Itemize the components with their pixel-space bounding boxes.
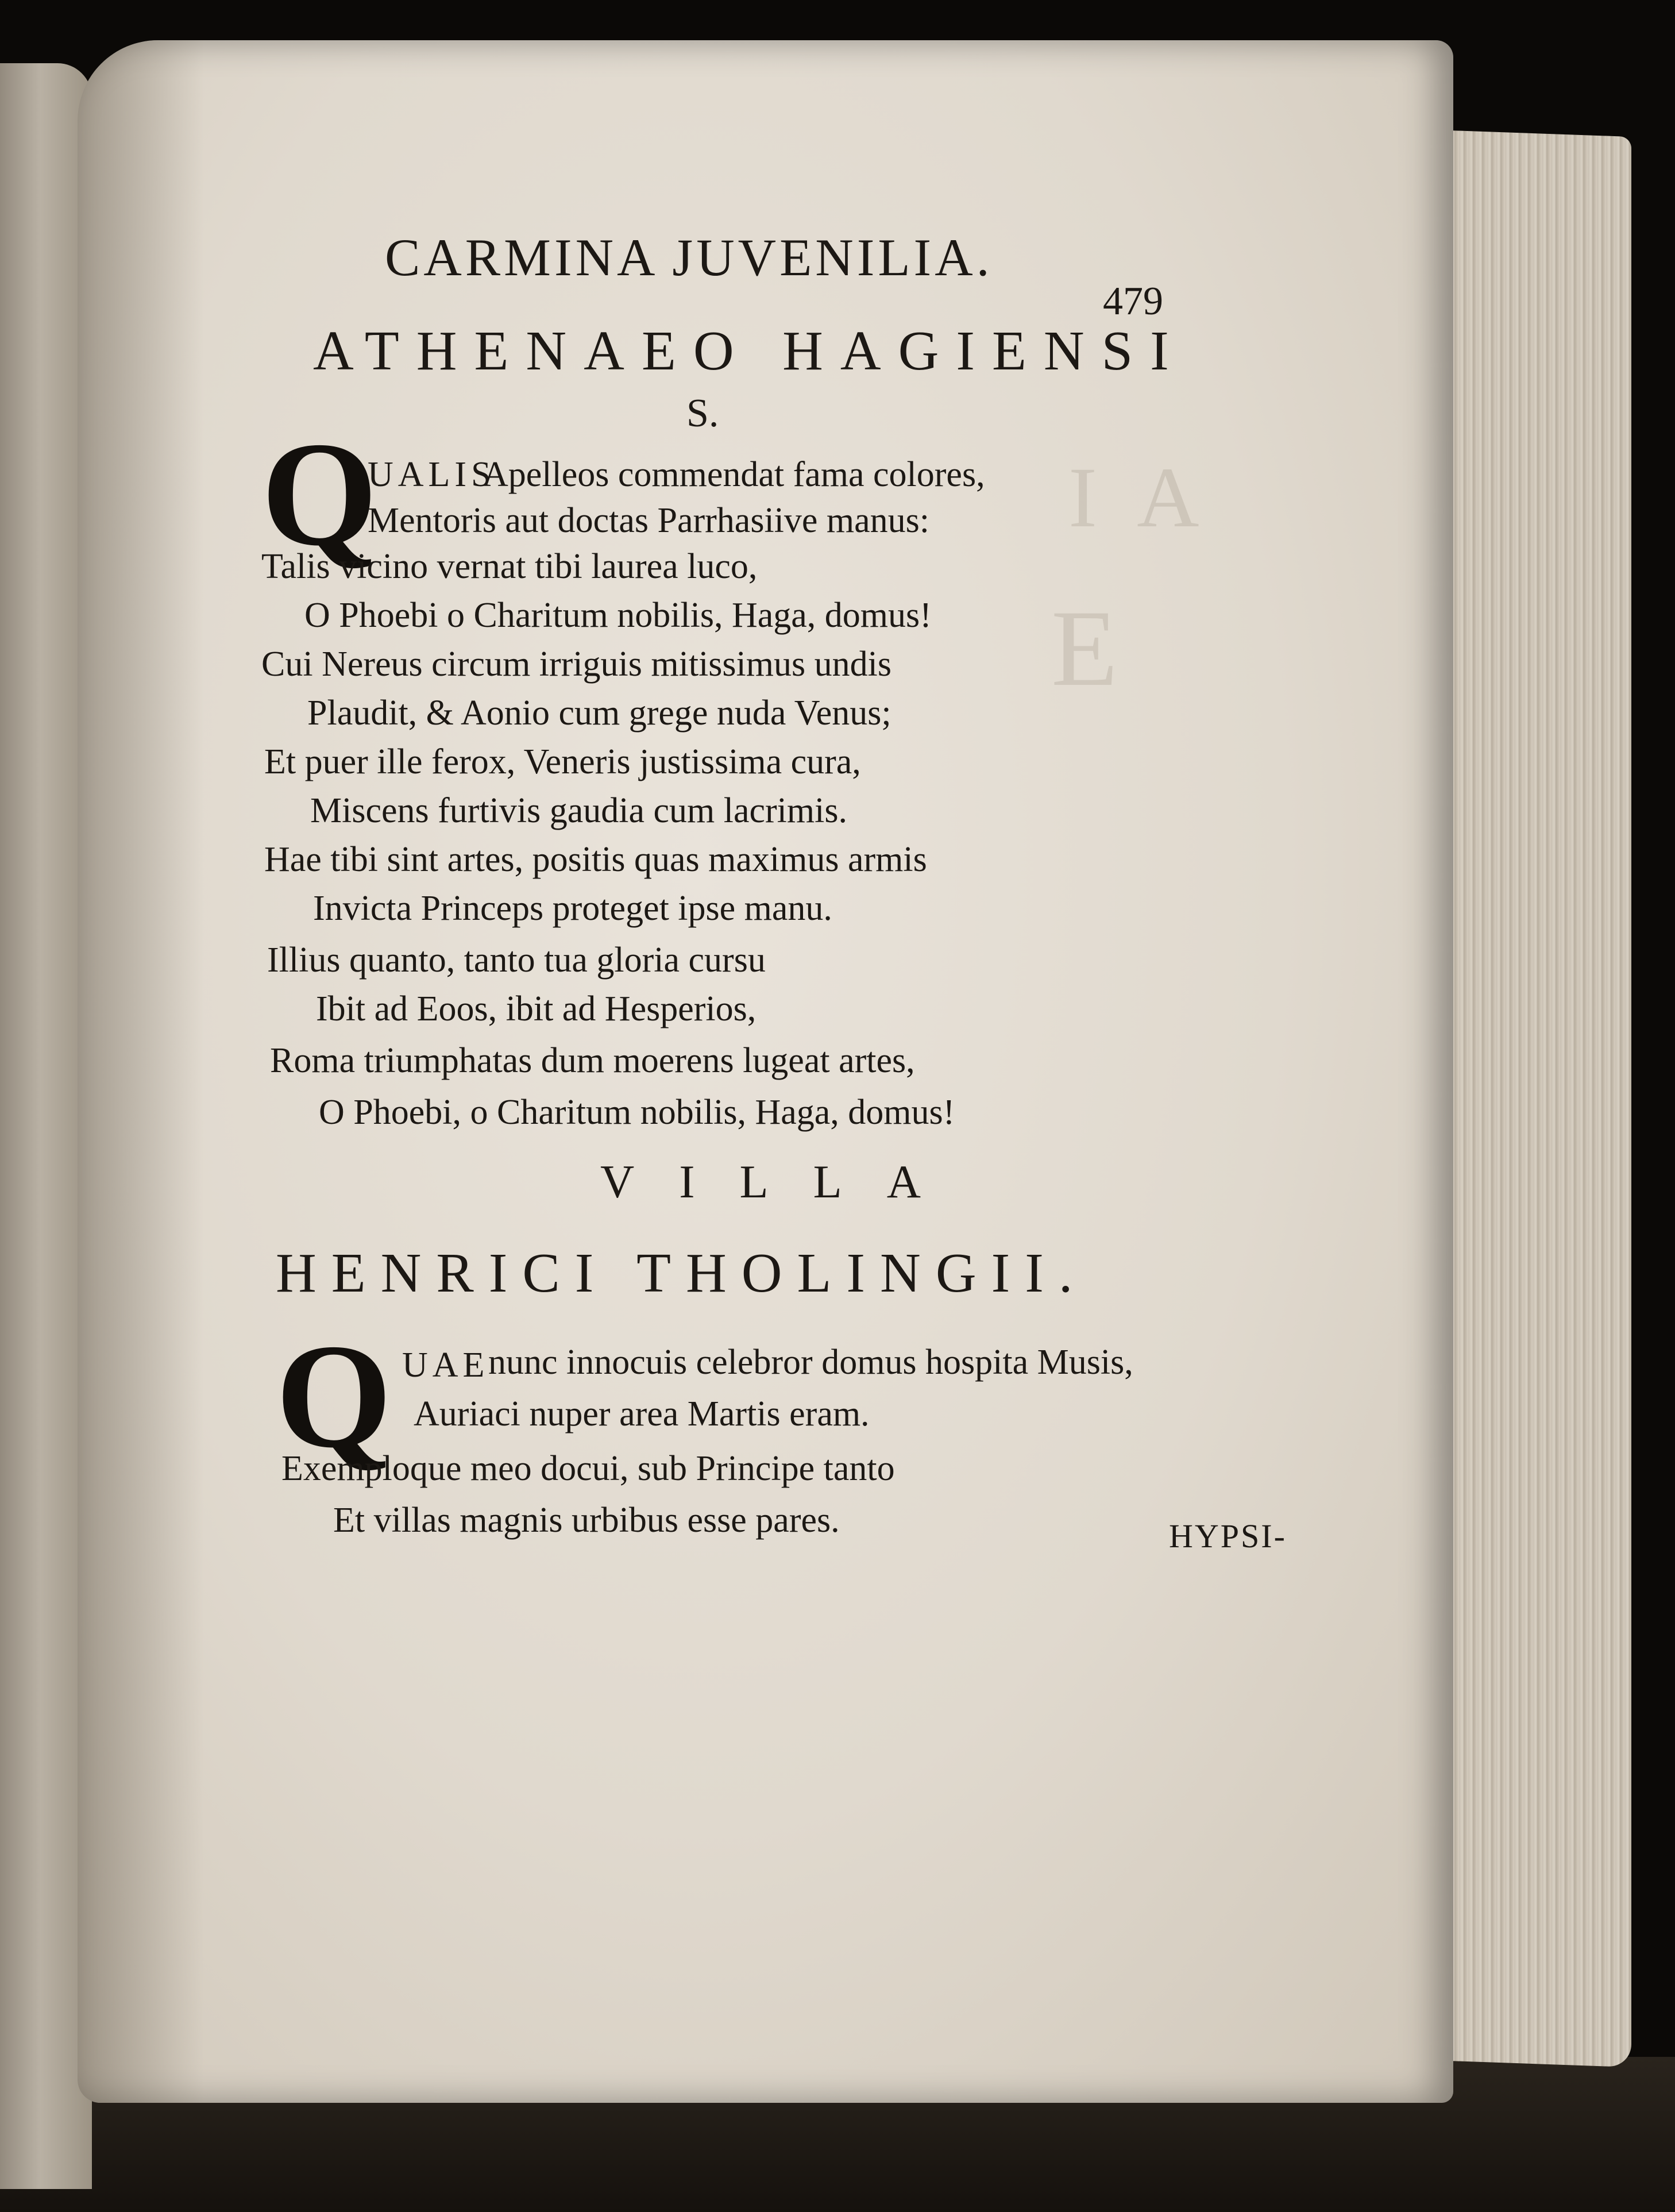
poem1-title-sub: S. (686, 391, 719, 436)
poem1-line: Illius quanto, tanto tua gloria cursu (267, 941, 766, 980)
poem2-title-line2: HENRICI THOLINGII. (276, 1242, 1088, 1304)
poem1-line: Hae tibi sint artes, positis quas maximus armis (264, 840, 927, 879)
poem1-line: Plaudit, & Aonio cum grege nuda Venus; (307, 693, 891, 733)
poem1-line: Roma triumphatas dum moerens lugeat artes, (270, 1041, 915, 1080)
poem1-line: Cui Nereus circum irriguis mitissimus undis (261, 645, 891, 684)
poem2-first-word-rest: UAE (402, 1346, 489, 1385)
poem1-line: O Phoebi o Charitum nobilis, Haga, domus! (304, 596, 932, 635)
poem1-line: Miscens furtivis gaudia cum lacrimis. (310, 791, 847, 830)
poem1-first-word-rest: UALIS (368, 455, 496, 494)
page-number: 479 (1103, 279, 1163, 323)
catchword: HYPSI- (1169, 1517, 1287, 1555)
poem2-title: VILLA (600, 1155, 966, 1208)
bleed-through-letter: E (1051, 588, 1130, 709)
poem1-drop-cap: Q (261, 411, 378, 577)
poem1-line: Ibit ad Eoos, ibit ad Hesperios, (316, 989, 757, 1028)
poem2-line: Et villas magnis urbibus esse pares. (333, 1501, 840, 1540)
poem1-line: Invicta Princeps proteget ipse manu. (313, 889, 832, 928)
poem1-line: Apelleos commendat fama colores, (483, 455, 985, 494)
poem1-line: O Phoebi, o Charitum nobilis, Haga, domus! (319, 1093, 955, 1132)
bleed-through-text: I A (1068, 450, 1211, 545)
running-head: CARMINA JUVENILIA. (385, 228, 993, 287)
poem1-title: ATHENAEO HAGIENSI (313, 320, 1186, 382)
poem2-line: nunc innocuis celebror domus hospita Musis, (488, 1343, 1133, 1382)
poem2-line: Auriaci nuper area Martis eram. (414, 1394, 870, 1433)
poem2-drop-cap: Q (276, 1313, 392, 1479)
poem1-line: Talis vicino vernat tibi laurea luco, (261, 547, 758, 586)
poem1-line: Et puer ille ferox, Veneris justissima cura, (264, 742, 861, 781)
poem2-line: Exemploque meo docui, sub Principe tanto (281, 1449, 895, 1488)
poem1-line: Mentoris aut doctas Parrhasiive manus: (368, 501, 930, 540)
